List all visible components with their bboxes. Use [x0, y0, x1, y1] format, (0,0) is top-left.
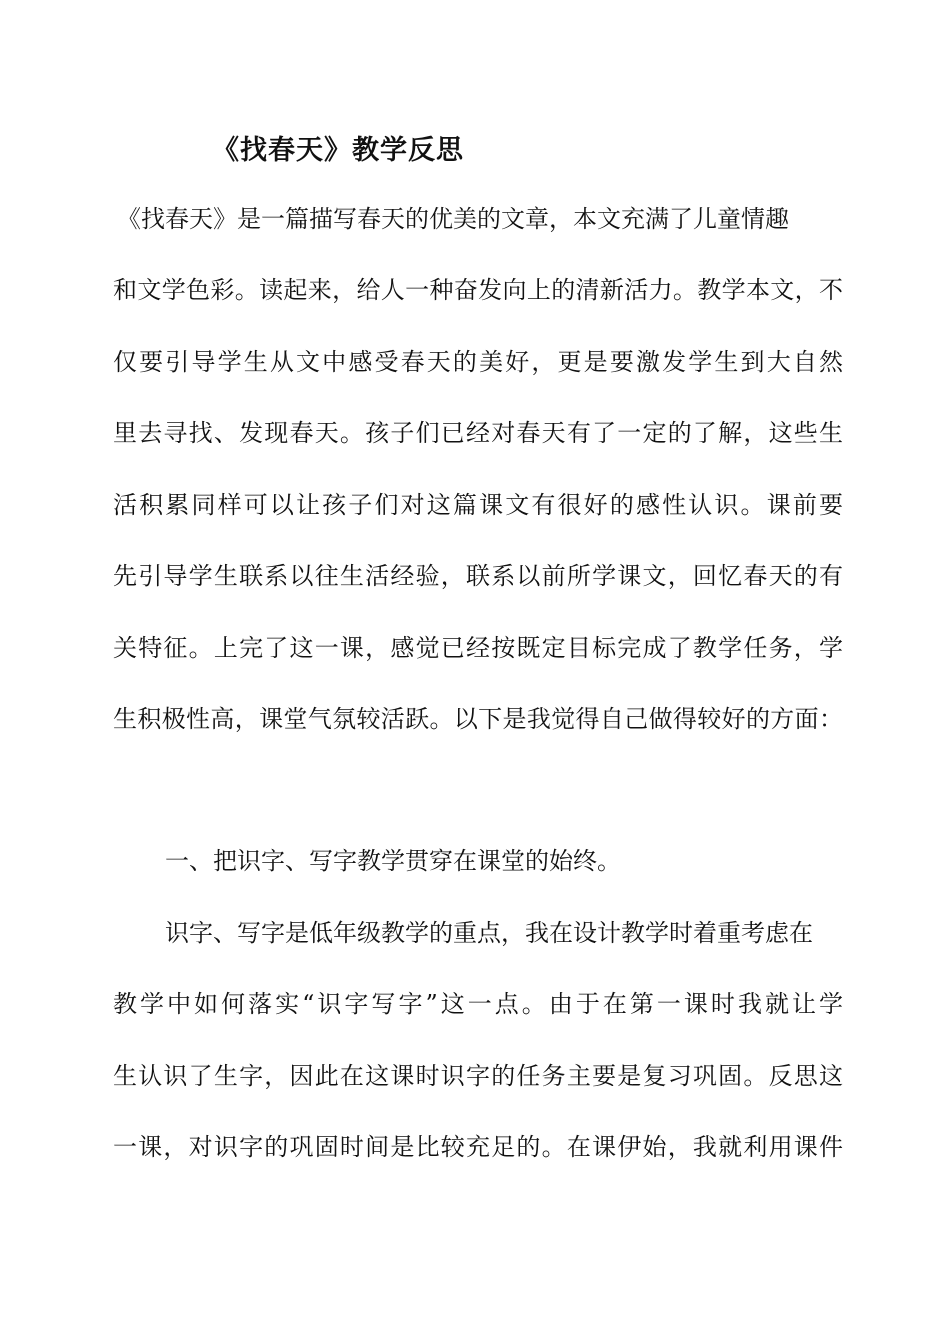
paragraph-line: 先引导学生联系以往生活经验，联系以前所学课文，回忆春天的有 [113, 562, 843, 590]
paragraph-line: 生积极性高，课堂气氛较活跃。以下是我觉得自己做得较好的方面： [113, 705, 843, 733]
paragraph-line: 和文学色彩。读起来，给人一种奋发向上的清新活力。教学本文，不 [113, 276, 843, 304]
paragraph-line: 《找春天》是一篇描写春天的优美的文章，本文充满了儿童情趣 [117, 205, 789, 233]
paragraph-line: 一课，对识字的巩固时间是比较充足的。在课伊始，我就利用课件 [113, 1133, 843, 1161]
section-heading: 一、把识字、写字教学贯穿在课堂的始终。 [165, 847, 621, 875]
document-title: 《找春天》教学反思 [212, 135, 464, 166]
paragraph-line: 关特征。上完了这一课，感觉已经按既定目标完成了教学任务，学 [113, 634, 843, 662]
paragraph-line: 生认识了生字，因此在这课时识字的任务主要是复习巩固。反思这 [113, 1062, 843, 1090]
paragraph-line: 仅要引导学生从文中感受春天的美好，更是要激发学生到大自然 [113, 348, 843, 376]
paragraph-line: 活积累同样可以让孩子们对这篇课文有很好的感性认识。课前要 [113, 491, 843, 519]
paragraph-line: 教学中如何落实“识字写字”这一点。由于在第一课时我就让学 [113, 990, 843, 1018]
paragraph-line: 识字、写字是低年级教学的重点，我在设计教学时着重考虑在 [165, 919, 813, 947]
paragraph-line: 里去寻找、发现春天。孩子们已经对春天有了一定的了解，这些生 [113, 419, 843, 447]
